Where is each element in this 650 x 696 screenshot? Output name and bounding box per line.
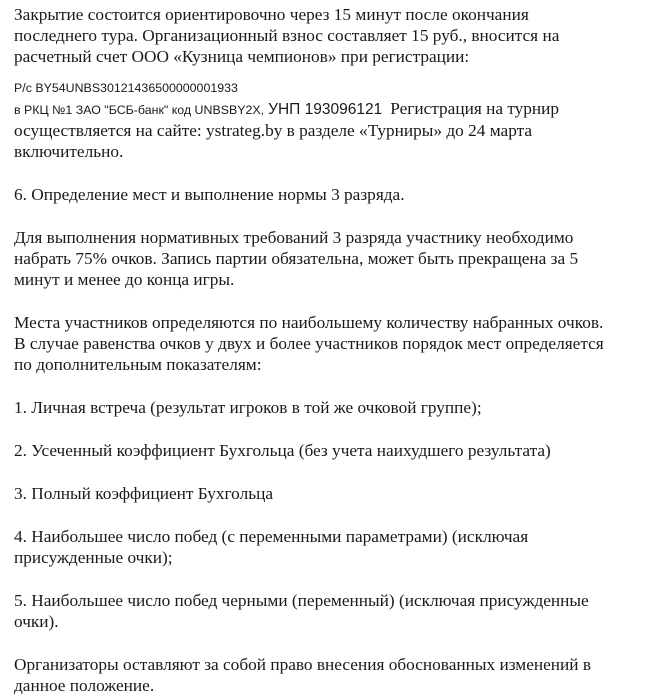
text-line: последнего тура. Организационный взнос составляет 15 руб., вносится на [14, 26, 560, 45]
text-line: очки). [14, 612, 59, 631]
registration-paragraph [14, 120, 644, 162]
document-page [14, 4, 644, 696]
text-line: Организаторы оставляют за собой право внесения обоснованных изменений в [14, 655, 592, 674]
text-line: Закрытие состоится ориентировочно через 15 минут после окончания [14, 5, 529, 24]
text-line: минут и менее до конца игры. [14, 270, 235, 289]
criterion-item [14, 590, 644, 632]
text-line: Места участников определяются по наибольшему количеству набранных очков. [14, 313, 604, 332]
text-line: 1. Личная встреча (результат игроков в той же очковой группе); [14, 398, 482, 417]
bank-name: в РКЦ №1 ЗАО "БСБ-банк" код UNBSBY2X, [14, 103, 265, 117]
section-heading-text: 6. Определение мест и выполнение нормы 3 разряда. [14, 185, 405, 204]
text-line: расчетный счет ООО «Кузница чемпионов» при регистрации: [14, 47, 470, 66]
bank-line [14, 98, 644, 120]
registration-lead: Регистрация на турнир [390, 99, 560, 118]
criterion-item [14, 397, 644, 418]
text-line: 5. Наибольшее число побед черными (переменный) (исключая присужденные [14, 591, 589, 610]
intro-paragraph [14, 4, 644, 67]
unp-number: УНП 193096121 [268, 101, 383, 118]
payment-details [14, 79, 644, 162]
bank-account-line: Р/с BY54UNBS30121436500000001933 [14, 81, 238, 95]
places-paragraph [14, 312, 644, 375]
text-line: по дополнительным показателям: [14, 355, 262, 374]
text-line: набрать 75% очков. Запись партии обязательна, может быть прекращена за 5 [14, 249, 579, 268]
text-line: 4. Наибольшее число побед (с переменными параметрами) (исключая [14, 527, 529, 546]
text-line: В случае равенства очков у двух и более участников порядок мест определяется [14, 334, 604, 353]
criterion-item [14, 526, 644, 568]
text-line: включительно. [14, 142, 124, 161]
text-line: осуществляется на сайте: ystrateg.by в разделе «Турниры» до 24 марта [14, 121, 533, 140]
norm-paragraph [14, 227, 644, 290]
criterion-item [14, 483, 644, 504]
text-line: присужденные очки); [14, 548, 173, 567]
section-heading [14, 184, 644, 205]
text-line: 2. Усеченный коэффициент Бухгольца (без учета наихудшего результата) [14, 441, 551, 460]
criterion-item [14, 440, 644, 461]
text-line: данное положение. [14, 676, 155, 695]
closing-paragraph [14, 654, 644, 696]
text-line: 3. Полный коэффициент Бухгольца [14, 484, 274, 503]
text-line: Для выполнения нормативных требований 3 разряда участнику необходимо [14, 228, 574, 247]
